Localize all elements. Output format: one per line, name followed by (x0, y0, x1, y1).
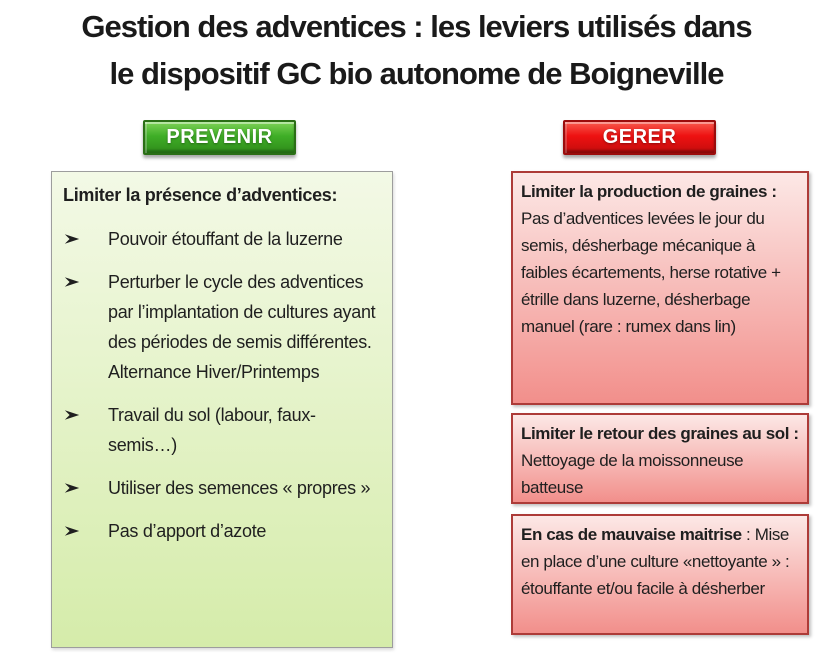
arrow-bullet-icon (64, 481, 80, 495)
manage-box-lead: Limiter la production de graines : (521, 182, 777, 201)
slide-title-line2: le dispositif GC bio autonome de Boigneville (109, 56, 724, 91)
prevenir-button[interactable]: PREVENIR (143, 120, 296, 155)
bullet-text: Perturber le cycle des adventices par l’implantation de cultures ayant des périodes de semis différentes. Alternance Hiver/Printemps (108, 272, 376, 382)
manage-box-text: : Mise en place d’une culture «nettoyante » : étouffante et/ou facile à désherber (521, 525, 790, 598)
manage-box-seed-production (511, 171, 809, 405)
arrow-bullet-icon (64, 408, 80, 422)
manage-box-text: Nettoyage de la moissonneuse batteuse (521, 451, 744, 497)
manage-box-bad-control (511, 514, 809, 635)
gerer-button[interactable]: GERER (563, 120, 716, 155)
arrow-bullet-icon (64, 524, 80, 538)
bullet-text: Travail du sol (labour, faux-semis…) (108, 405, 316, 455)
arrow-bullet-icon (64, 232, 80, 246)
bullet-item (63, 473, 384, 503)
bullet-item (63, 516, 384, 546)
bullet-text: Pas d’apport d’azote (108, 521, 267, 541)
bullet-item (63, 224, 384, 254)
prevent-box (51, 171, 393, 648)
bullet-text: Utiliser des semences « propres » (108, 478, 371, 498)
slide-title (0, 3, 833, 97)
manage-box-text: Pas d’adventices levées le jour du semis, désherbage mécanique à faibles écartements, herse rotative + étrille dans luzerne, désherbage manuel (rare : rumex dans lin) (521, 209, 781, 336)
prevent-bullet-list (63, 224, 384, 546)
manage-box-seed-return (511, 413, 809, 504)
bullet-item (63, 400, 384, 460)
bullet-text: Pouvoir étouffant de la luzerne (108, 229, 343, 249)
prevent-box-heading: Limiter la présence d’adventices: (63, 185, 338, 205)
bullet-item (63, 267, 384, 387)
arrow-bullet-icon (64, 275, 80, 289)
manage-box-lead: Limiter le retour des graines au sol : (521, 424, 799, 443)
manage-box-lead: En cas de mauvaise maitrise (521, 525, 742, 544)
slide-title-line1: Gestion des adventices : les leviers utilisés dans (81, 9, 752, 44)
